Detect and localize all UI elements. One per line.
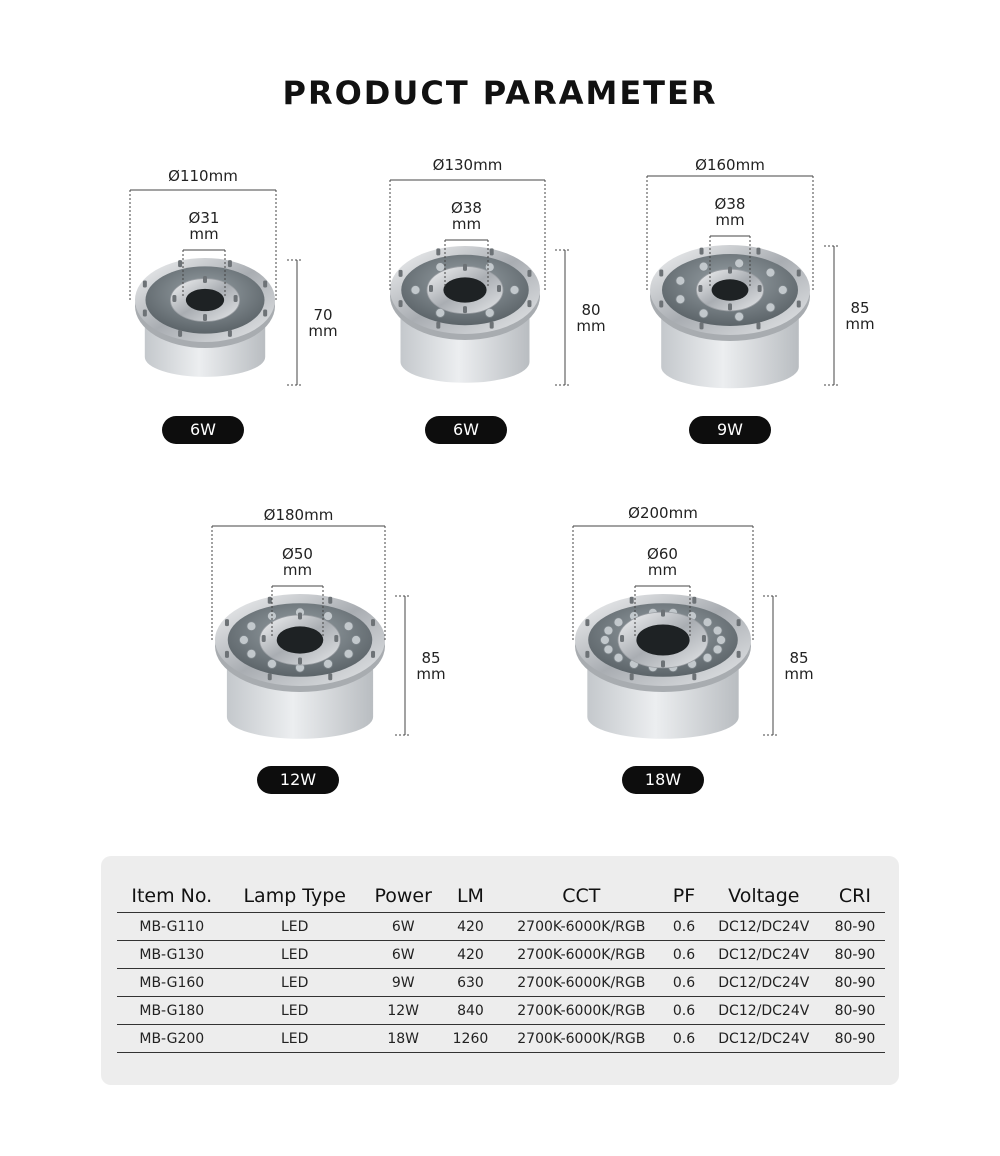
table-cell: 0.6 bbox=[665, 941, 702, 969]
table-cell: 840 bbox=[444, 997, 498, 1025]
height-label: 85 bbox=[421, 648, 441, 667]
column-header: Power bbox=[363, 882, 444, 913]
table-cell: 80-90 bbox=[825, 1025, 885, 1053]
table-cell: MB-G130 bbox=[117, 941, 227, 969]
table-cell: 420 bbox=[444, 913, 498, 941]
table-cell: 0.6 bbox=[665, 997, 702, 1025]
outer-diameter-label: Ø160mm bbox=[695, 156, 765, 174]
column-header: Voltage bbox=[703, 882, 825, 913]
table-cell: 80-90 bbox=[825, 913, 885, 941]
table-cell: LED bbox=[227, 1025, 363, 1053]
column-header: LM bbox=[444, 882, 498, 913]
column-header: Item No. bbox=[117, 882, 227, 913]
power-badge: 9W bbox=[689, 416, 771, 444]
table-cell: DC12/DC24V bbox=[703, 997, 825, 1025]
inner-diameter-label: Ø38 bbox=[714, 195, 746, 213]
inner-diameter-label: Ø38 bbox=[451, 199, 482, 217]
inner-diameter-unit: mm bbox=[647, 561, 678, 579]
height-unit: mm bbox=[845, 314, 875, 333]
table-cell: 2700K-6000K/RGB bbox=[497, 969, 665, 997]
product-card bbox=[160, 500, 460, 820]
column-header: PF bbox=[665, 882, 702, 913]
product-card bbox=[600, 150, 900, 470]
table-cell: 6W bbox=[363, 941, 444, 969]
table-cell: 630 bbox=[444, 969, 498, 997]
table-row bbox=[117, 969, 885, 997]
inner-diameter-unit: mm bbox=[715, 211, 745, 229]
inner-diameter-unit: mm bbox=[451, 215, 482, 233]
table-cell: 0.6 bbox=[665, 913, 702, 941]
outer-diameter-label: Ø200mm bbox=[628, 504, 698, 522]
height-label: 85 bbox=[789, 648, 809, 667]
table-cell: 1260 bbox=[444, 1025, 498, 1053]
height-unit: mm bbox=[784, 664, 814, 683]
table-cell: LED bbox=[227, 913, 363, 941]
column-header: CRI bbox=[825, 882, 885, 913]
table-cell: 6W bbox=[363, 913, 444, 941]
inner-diameter-label: Ø31 bbox=[188, 209, 220, 227]
table-row bbox=[117, 1025, 885, 1053]
table-cell: 9W bbox=[363, 969, 444, 997]
table-cell: MB-G110 bbox=[117, 913, 227, 941]
height-label: 80 bbox=[581, 300, 601, 319]
column-header: CCT bbox=[497, 882, 665, 913]
inner-diameter-label: Ø50 bbox=[282, 545, 313, 563]
table-cell: 0.6 bbox=[665, 969, 702, 997]
height-unit: mm bbox=[576, 316, 606, 335]
height-label: 85 bbox=[850, 298, 870, 317]
table-cell: DC12/DC24V bbox=[703, 1025, 825, 1053]
power-badge: 6W bbox=[162, 416, 244, 444]
height-unit: mm bbox=[308, 321, 338, 340]
spec-table bbox=[117, 882, 885, 1053]
table-cell: LED bbox=[227, 941, 363, 969]
table-cell: MB-G200 bbox=[117, 1025, 227, 1053]
table-cell: DC12/DC24V bbox=[703, 969, 825, 997]
table-cell: DC12/DC24V bbox=[703, 913, 825, 941]
inner-diameter-label: Ø60 bbox=[647, 545, 678, 563]
power-badge: 12W bbox=[257, 766, 339, 794]
table-cell: 18W bbox=[363, 1025, 444, 1053]
height-label: 70 bbox=[313, 305, 333, 324]
spec-header-row bbox=[117, 882, 885, 913]
table-cell: LED bbox=[227, 997, 363, 1025]
table-row bbox=[117, 941, 885, 969]
table-cell: 2700K-6000K/RGB bbox=[497, 913, 665, 941]
product-card bbox=[80, 150, 380, 470]
spec-panel bbox=[101, 856, 899, 1085]
inner-diameter-unit: mm bbox=[189, 225, 219, 243]
table-cell: 80-90 bbox=[825, 997, 885, 1025]
page-title: PRODUCT PARAMETER bbox=[282, 74, 718, 112]
table-cell: 12W bbox=[363, 997, 444, 1025]
product-card bbox=[340, 150, 640, 470]
table-cell: 2700K-6000K/RGB bbox=[497, 1025, 665, 1053]
table-cell: 0.6 bbox=[665, 1025, 702, 1053]
product-card bbox=[525, 500, 825, 820]
outer-diameter-label: Ø110mm bbox=[168, 167, 238, 185]
column-header: Lamp Type bbox=[227, 882, 363, 913]
table-cell: 420 bbox=[444, 941, 498, 969]
table-row bbox=[117, 997, 885, 1025]
power-badge: 6W bbox=[425, 416, 507, 444]
outer-diameter-label: Ø130mm bbox=[432, 156, 503, 174]
table-cell: MB-G180 bbox=[117, 997, 227, 1025]
inner-diameter-unit: mm bbox=[282, 561, 313, 579]
table-cell: DC12/DC24V bbox=[703, 941, 825, 969]
table-cell: 80-90 bbox=[825, 941, 885, 969]
table-cell: MB-G160 bbox=[117, 969, 227, 997]
height-unit: mm bbox=[416, 664, 446, 683]
table-cell: 80-90 bbox=[825, 969, 885, 997]
table-cell: 2700K-6000K/RGB bbox=[497, 941, 665, 969]
outer-diameter-label: Ø180mm bbox=[263, 506, 334, 524]
table-row bbox=[117, 913, 885, 941]
table-cell: LED bbox=[227, 969, 363, 997]
power-badge: 18W bbox=[622, 766, 704, 794]
table-cell: 2700K-6000K/RGB bbox=[497, 997, 665, 1025]
